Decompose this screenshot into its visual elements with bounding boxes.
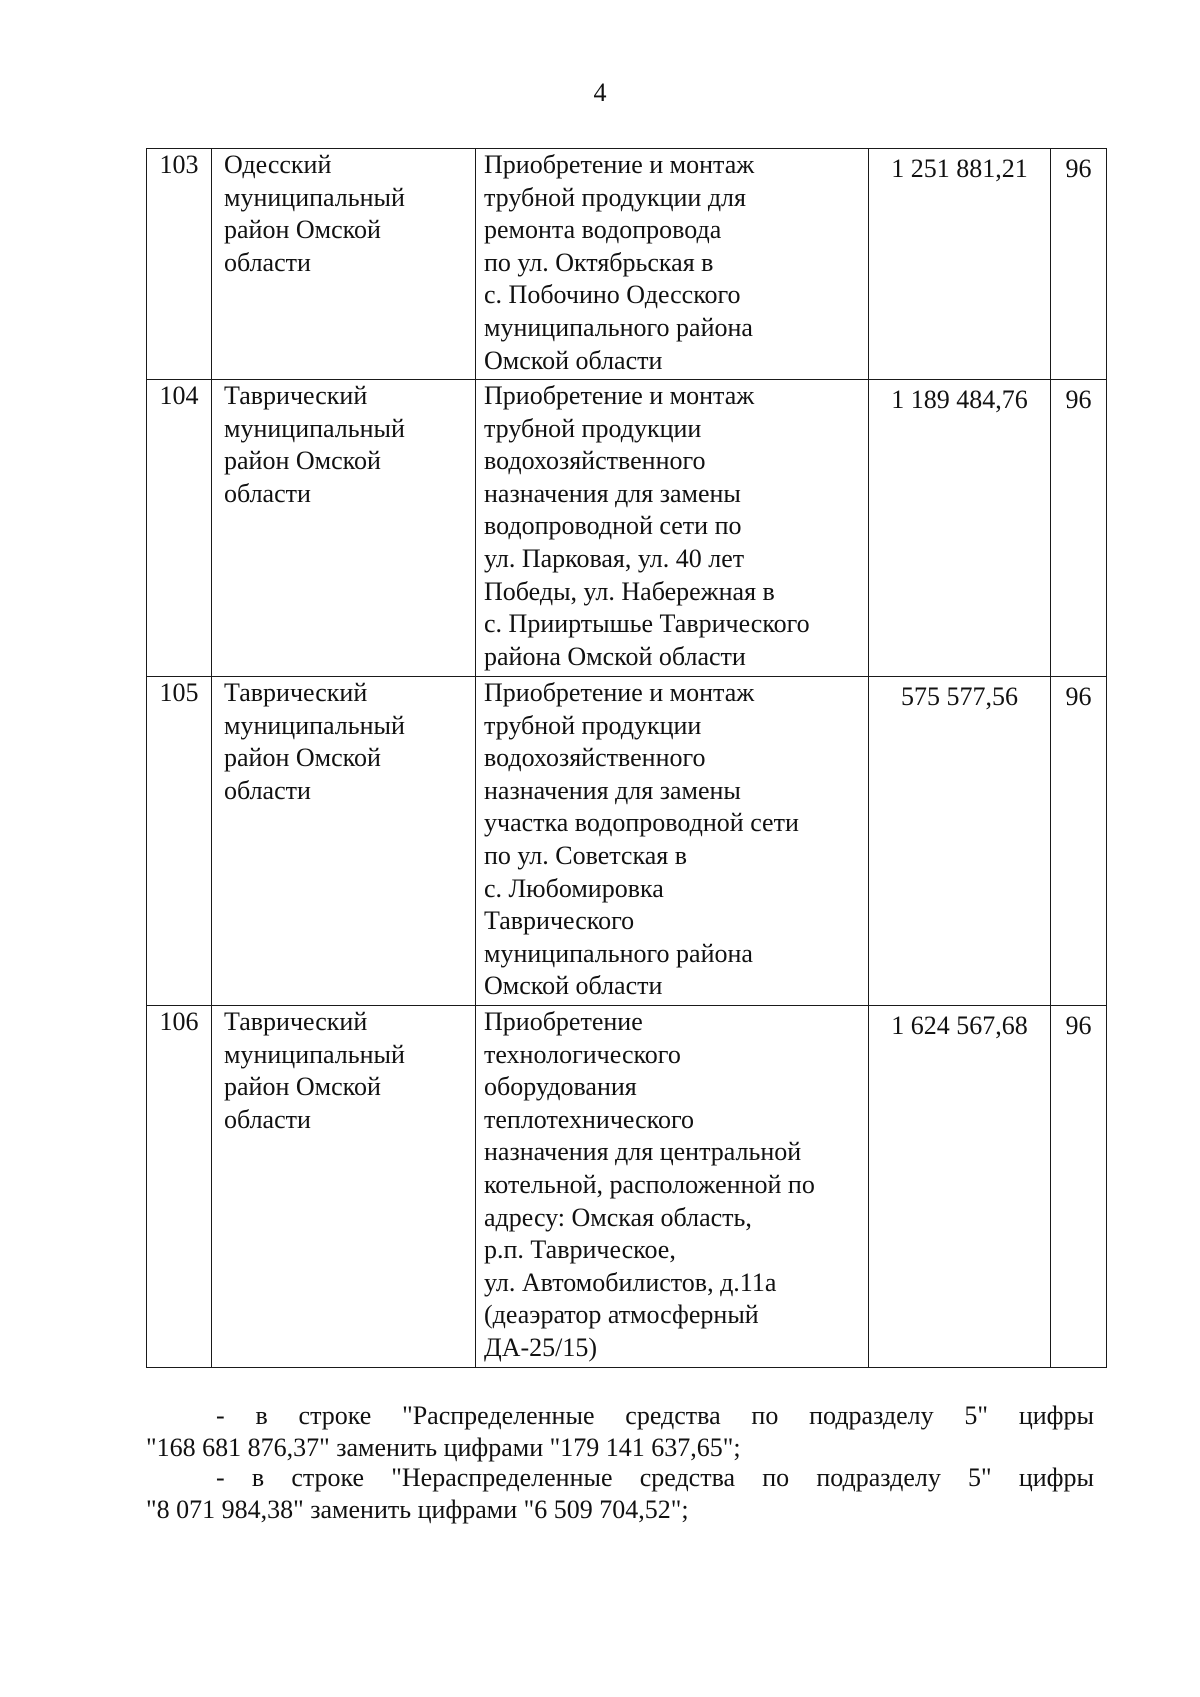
district-cell: Таврический муниципальный район Омской области bbox=[212, 1006, 476, 1368]
table-row bbox=[147, 1006, 1107, 1368]
district-cell: Одесский муниципальный район Омской области bbox=[212, 149, 476, 380]
amendment-paragraph bbox=[146, 1462, 1094, 1526]
row-number: 106 bbox=[147, 1006, 212, 1368]
amount-cell: 1 624 567,68 bbox=[869, 1006, 1051, 1368]
amount-cell: 575 577,56 bbox=[869, 677, 1051, 1006]
amendment-paragraph bbox=[146, 1400, 1094, 1464]
percent-cell: 96 bbox=[1051, 149, 1107, 380]
amendment-line: "8 071 984,38" заменить цифрами "6 509 704,52"; bbox=[146, 1495, 689, 1524]
description-cell: Приобретение и монтаж трубной продукции для ремонта водопровода по ул. Октябрьская в с. Побочино Одесского муниципального района Омской области bbox=[476, 149, 869, 380]
page-number: 4 bbox=[593, 78, 607, 107]
row-number: 105 bbox=[147, 677, 212, 1006]
district-cell: Таврический муниципальный район Омской области bbox=[212, 677, 476, 1006]
table-row bbox=[147, 380, 1107, 677]
amendment-line: - в строке "Нераспределенные средства по подразделу 5" цифры bbox=[216, 1463, 1094, 1492]
description-cell: Приобретение технологического оборудования теплотехнического назначения для центральной котельной, расположенной по адресу: Омская область, р.п. Таврическое, ул. Автомобилистов, д.11а (деаэратор атмосферный ДА-25/15) bbox=[476, 1006, 869, 1368]
row-number: 104 bbox=[147, 380, 212, 677]
table-row bbox=[147, 677, 1107, 1006]
percent-cell: 96 bbox=[1051, 1006, 1107, 1368]
allocation-table bbox=[146, 148, 1107, 1368]
percent-cell: 96 bbox=[1051, 380, 1107, 677]
amendment-line: - в строке "Распределенные средства по подразделу 5" цифры bbox=[216, 1401, 1094, 1430]
amendment-line: "168 681 876,37" заменить цифрами "179 141 637,65"; bbox=[146, 1433, 741, 1462]
description-cell: Приобретение и монтаж трубной продукции водохозяйственного назначения для замены участка водопроводной сети по ул. Советская в с. Любомировка Таврического муниципального района Омской области bbox=[476, 677, 869, 1006]
amount-cell: 1 251 881,21 bbox=[869, 149, 1051, 380]
table-row bbox=[147, 149, 1107, 380]
description-cell: Приобретение и монтаж трубной продукции водохозяйственного назначения для замены водопроводной сети по ул. Парковая, ул. 40 лет Победы, ул. Набережная в с. Прииртышье Таврического района Омской области bbox=[476, 380, 869, 677]
amount-cell: 1 189 484,76 bbox=[869, 380, 1051, 677]
district-cell: Таврический муниципальный район Омской области bbox=[212, 380, 476, 677]
percent-cell: 96 bbox=[1051, 677, 1107, 1006]
row-number: 103 bbox=[147, 149, 212, 380]
